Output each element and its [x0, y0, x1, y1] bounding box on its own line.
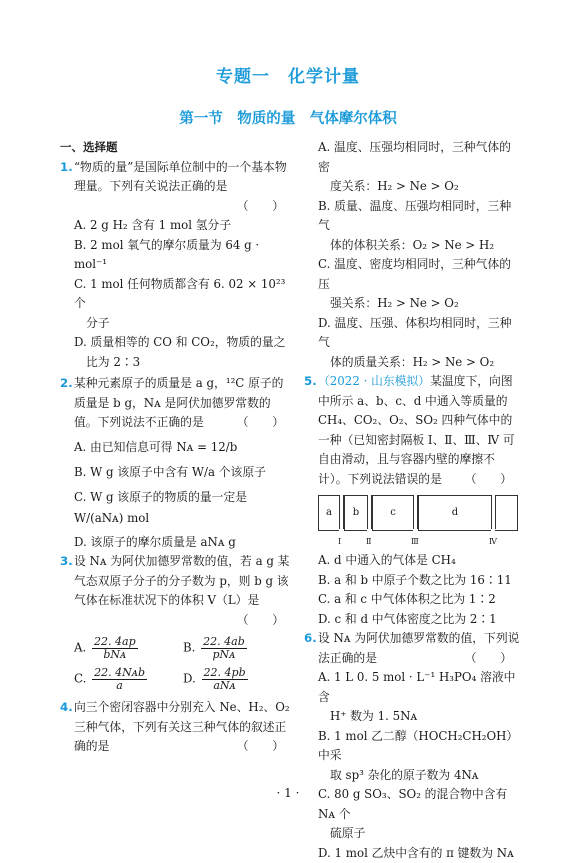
right-column: [304, 138, 520, 863]
question-number: 3.: [60, 552, 73, 572]
question-1: [60, 158, 292, 197]
option-b: B. 1 mol 乙二醇（HOCH₂CH₂OH）中采 取 sp³ 杂化的原子数为 4Nᴀ: [304, 727, 520, 786]
left-column: [60, 138, 292, 757]
option-b: B. W g 该原子中含有 W/a 个该原子: [60, 462, 292, 483]
partition-label: Ⅱ: [366, 532, 371, 552]
question-number: 6.: [304, 629, 317, 649]
chamber-c: c: [372, 495, 413, 531]
answer-blank: （ ）: [465, 470, 520, 490]
answer-blank: （ ）: [60, 611, 292, 631]
partition-label: Ⅰ: [338, 532, 341, 552]
option-c: C. 80 g SO₃、SO₂ 的混合物中含有 Nᴀ 个 硫原子: [304, 785, 520, 844]
option-text-cont: 比为 2∶3: [74, 353, 292, 373]
container-end: [495, 495, 518, 531]
option-a: A. d 中通入的气体是 CH₄: [304, 551, 520, 571]
option-c: C. a 和 c 中气体体积之比为 1∶2: [304, 590, 520, 610]
question-number: 4.: [60, 698, 73, 718]
question-4: [60, 698, 292, 757]
chapter-title: 专题一 化学计量: [0, 62, 576, 87]
container-diagram: [318, 495, 518, 547]
option-d: D. 该原子的摩尔质量是 aNᴀ g: [60, 533, 292, 553]
option-text: C. 1 mol 任何物质都含有 6. 02 × 10²³ 个: [74, 277, 285, 311]
answer-blank: （ ）: [237, 413, 292, 433]
chamber-b: b: [344, 495, 367, 531]
question-5: [304, 372, 520, 489]
question-3: [60, 552, 292, 611]
answer-blank: （ ）: [465, 649, 520, 669]
section-heading: 一、选择题: [60, 138, 292, 158]
chamber-d: d: [418, 495, 491, 531]
question-2: [60, 374, 292, 433]
question-stem: 设 Nᴀ 为阿伏加德罗常数的值，若 a g 某气态双原子分子的分子数为 p，则 b g 该气体在标准状况下的体积 V（L）是: [74, 554, 289, 607]
section-title: 第一节 物质的量 气体摩尔体积: [0, 107, 576, 128]
option-d: [60, 333, 292, 372]
options-row-1: [60, 636, 292, 661]
option-c: [60, 275, 292, 334]
option-d: D. c 和 d 中气体密度之比为 2∶1: [304, 610, 520, 630]
option-text: D. 质量相等的 CO 和 CO₂，物质的量之: [74, 335, 285, 349]
answer-blank: （ ）: [60, 197, 292, 217]
question-source: （2022 · 山东模拟）: [318, 374, 430, 388]
question-stem: “物质的量”是国际单位制中的一个基本物理量。下列有关说法正确的是: [74, 160, 287, 194]
option-d: D. 1 mol 乙炔中含有的 π 键数为 Nᴀ: [304, 844, 520, 863]
question-stem: 某温度下，向图中所示 a、b、c、d 中通入等质量的 CH₄、CO₂、O₂、SO₂ 四种气体中的一种（已知密封隔板 Ⅰ、Ⅱ、Ⅲ、Ⅳ 可自由滑动，且与容器内壁的摩擦不计）。下列说法错误的是: [318, 374, 515, 486]
option-c: C. W g 该原子的物质的量一定是 W/(aNᴀ) mol: [60, 487, 292, 529]
option-a: A. 2 g H₂ 含有 1 mol 氢分子: [60, 216, 292, 236]
option-a: A. 温度、压强均相同时，三种气体的密 度关系：H₂ > Ne > O₂: [304, 138, 520, 197]
option-d: D. 温度、压强、体积均相同时，三种气 体的质量关系：H₂ > Ne > O₂: [304, 314, 520, 373]
option-a: A. 1 L 0. 5 mol · L⁻¹ H₃PO₄ 溶液中含 H⁺ 数为 1. 5Nᴀ: [304, 668, 520, 727]
question-stem: 设 Nᴀ 为阿伏加德罗常数的值，下列说法正确的是: [318, 631, 519, 665]
question-number: 1.: [60, 158, 73, 178]
question-6: [304, 629, 520, 668]
option-b: B. a 和 b 中原子个数之比为 16∶11: [304, 571, 520, 591]
option-a: A. 由已知信息可得 Nᴀ = 12/b: [60, 437, 292, 458]
option-text-cont: 分子: [74, 314, 292, 334]
partition-label: Ⅲ: [411, 532, 419, 552]
option-d: D. $\frac{22. 4pb}{\text{aNᴀ}}$: [183, 667, 292, 692]
question-number: 2.: [60, 374, 73, 394]
partition-label: Ⅳ: [489, 532, 497, 552]
option-c: C. 温度、密度均相同时，三种气体的压 强关系：H₂ > Ne > O₂: [304, 255, 520, 314]
option-b: B. $\frac{22. 4ab}{\text{pNᴀ}}$: [183, 636, 292, 661]
option-b: B. 质量、温度、压强均相同时，三种气 体的体积关系：O₂ > Ne > H₂: [304, 197, 520, 256]
option-a: A. $\frac{22. 4ap}{\text{bNᴀ}}$: [74, 636, 183, 661]
question-stem: 某种元素原子的质量是 a g，¹²C 原子的质量是 b g，Nᴀ 是阿伏加德罗常数的值。下列说法不正确的是: [74, 376, 283, 429]
option-b: B. 2 mol 氧气的摩尔质量为 64 g · mol⁻¹: [60, 236, 292, 275]
options-row-2: [60, 667, 292, 692]
page-number: · 1 ·: [0, 786, 576, 800]
question-stem: 向三个密闭容器中分别充入 Ne、H₂、O₂ 三种气体，下列有关这三种气体的叙述正确的是: [74, 700, 290, 753]
option-c: C. $\frac{\text{22. 4Nᴀb}}{a}$: [74, 667, 183, 692]
answer-blank: （ ）: [237, 737, 292, 757]
chamber-a: a: [318, 495, 339, 531]
question-number: 5.: [304, 372, 317, 392]
